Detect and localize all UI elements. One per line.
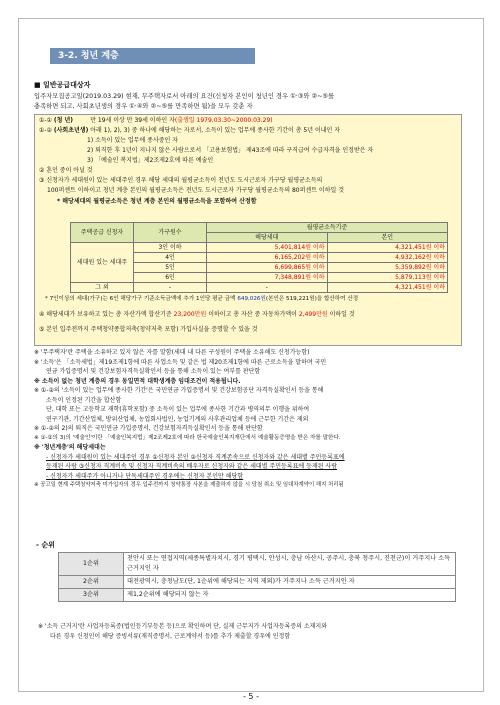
note-line: - 신청자가 세대주가 아니거나 단독세대주인 경우에는 신청자 본인만 해당함 [46, 472, 244, 480]
criterion-savings: ⑤ 본인 입주전까지 주택청약종합저축(청약저축 포함) 가입사실을 증명할 수 있을 것 [39, 326, 258, 333]
note-line: - 신청자가 세대원이 있는 세대주인 경우 ①신청자 본인 ②신청자 직계존속으로 신청자와 같은 세대별 주민등록표에 [46, 453, 345, 461]
col-applicant: 주택공급 신청자 [71, 223, 134, 243]
col-self: 본인 [327, 233, 448, 243]
note-line: ※ 소득이 없는 청년 계층의 경우 동일면적 대학생계층 임대조건이 적용됩니다. [34, 377, 241, 385]
table-row: 2순위 대전광역시, 충청남도(단, 1순위에 해당되는 지역 제외)가 거주지나 소득 근거지인 자 [59, 576, 456, 589]
note-line: ※ '청년계층'의 해당세대는 [34, 444, 106, 451]
note-line: ※ 공고일 현재 주택청약저축 미가입자의 경우 입주전까지 청약통장 사본을 제출하지 않을 시 당첨 취소 및 임대차계약이 해지 처리됨 [34, 482, 344, 488]
subtitle: ■ 일반공급대상자 [34, 81, 91, 89]
rank-title: - 순위 [36, 541, 55, 549]
table-caption: * 해당세대의 월평균소득은 청년 계층 본인의 월평균소득을 포함하여 산정함 [57, 198, 257, 205]
table-row: 세대원 있는 세대주 3인 이하 5,401,814원 이하 4,321,451원 이하 [71, 243, 448, 253]
criterion-income: ③ 신청자가 세대원이 있는 세대주인 경우 해당 세대의 월평균소득이 전년도 도시근로자 가구당 월평균소득의 [39, 177, 323, 184]
col-income: 월평균소득기준 [207, 223, 448, 233]
criterion-assets: ④ 해당세대가 보유하고 있는 총 자산가액 합산기준 23,200만원 이하이고 총 자산 중 자동차가액이 2,499만원 이하일 것 [39, 311, 355, 318]
note-line: ※ ①-②의 2)의 퇴직은 국민연금 가입증명서, 건강보험자격득실확인서 등을 통해 판단함 [34, 425, 263, 432]
criterion-newcomer: ①-② (사회초년생) 아래 1), 2), 3) 중 하나에 해당하는 자로서, 소득이 있는 업무에 종사한 기간이 총 5년 이내인 자 [39, 127, 341, 134]
footer-note: ※ '소득 근거지'란 사업자등록증(법인등기부등본 등)으로 확인하며 단, 실제 근무지가 사업자등록증의 소재지와 다른 경우 신청인이 해당 증빙서류(재직증명서, 근로계약서 등)를 추가 제출할 경우에 인정함 [38, 623, 328, 640]
table-row: 5인 6,699,865원 이하 5,359,892원 이하 [71, 263, 448, 273]
note-line: 연금 가입증명서 및 건강보험자격득실확인서 등을 통해 소득이 있는 여부를 판단함 [46, 368, 261, 375]
criterion-newcomer-1: 1) 소득이 있는 업무에 종사중인 자 [87, 137, 179, 144]
intro-text [34, 92, 466, 112]
note-seven-person: * 7인이상의 세대(가구)는 6인 해당가구 기준소득금액에 추가 1인당 평균 금액 649,026원(본인은 519,221원)을 합산하여 산정 [45, 296, 359, 302]
col-household: 해당세대 [207, 233, 328, 243]
table-row: 3순위 제1,2순위에 해당되지 않는 자 [59, 589, 456, 602]
intro-line-1: 입주자모집공고일(2019.03.29) 현재, 무주택자로서 아래의 요건(신청자 본인이 청년인 경우 ①·③와 ②~⑤를 [34, 93, 335, 100]
table-row: 6인 7,348,891원 이하 5,879,113원 이하 [71, 273, 448, 283]
criterion-income-cont: 100퍼센트 이하이고 청년 계층 본인의 월평균소득은 전년도 도시근로자 가구당 월평균소득의 80퍼센트 이하일 것 [47, 187, 344, 194]
income-table [70, 222, 448, 293]
table-row: 4인 6,165,202원 이하 4,932,162원 이하 [71, 253, 448, 263]
notes [34, 348, 466, 491]
section-title: 3-2. 청년 계층 [50, 48, 255, 64]
criterion-newcomer-2: 2) 퇴직한 후 1년이 지나지 않은 사람으로서 「고용보험법」 제43조에 따라 구직급여 수급자격을 인정받은 자 [87, 147, 374, 154]
col-household-size: 가구원수 [134, 223, 207, 243]
note-line: ※ '무주택자'란 주택을 소유하고 있지 않은 자를 말함(세대 내 다른 구성원이 주택을 소유해도 신청가능함) [34, 349, 310, 356]
note-line: ※ '소득'은 「소득세법」제19조제1항에 따른 사업소득 및 같은 법 제20조제1항에 따른 근로소득을 말하며 국민 [34, 358, 327, 366]
note-line: ※ ①-②의 3)의 '예술인'이란 「예술인복지법」제2조제2호에 따라 한국예술인복지재단에서 예술활동증명을 받은 자를 말한다. [34, 434, 341, 441]
rank-table [58, 552, 456, 602]
note-line: 단, 대학 또는 고등학교 재학(휴학포함) 중 소득이 있는 업무에 종사한 기간과 병역의무 이행을 위하여 [46, 406, 310, 413]
note-line: 연구기관, 기간산업체, 방위산업체, 농업회사법인, 농업기계의 사후관리업체 등에 근무한 기간은 제외 [46, 415, 309, 423]
criterion-newcomer-3: 3) 「예술인 복지법」제2조제2호에 따른 예술인 [87, 157, 214, 164]
page-number: - 5 - [243, 692, 259, 701]
criterion-unmarried: ② 혼인 중이 아닐 것 [39, 167, 93, 174]
table-row: 그 외 - - 4,321,451원 이하 [71, 283, 448, 293]
intro-line-2: 충족하면 되고, 사회초년생의 경우 ①·④와 ②~⑤를 만족하면 됨)을 모두 갖춘 자 [34, 103, 253, 110]
note-line: 소득이 인정된 기간을 합산함 [46, 396, 122, 404]
note-line: 등재된 사람 ③신청자 직계비속 및 신청자 직계비속의 배우자로 신청자와 같은 세대별 주민등록표에 등재된 사람 [46, 463, 337, 470]
criterion-youth: ①-① (청 년) 만 19세 이상 만 39세 이하인 자(출생일 1979.03.30~2000.03.29) [39, 117, 273, 124]
table-row: 1순위 천안시 또는 연접지역(세종특별자치시, 경기 평택시, 안성시, 충남 아산시, 공주시, 충북 청주시, 진천군)이 거주지나 소득 근거지인 자 [59, 553, 456, 576]
note-line: ※ ①-②의 '소득이 있는 업무에 종사한 기간'은 국민연금 가입증명서 및 건강보험공단 자격득실확인서 등을 통해 [34, 387, 324, 394]
